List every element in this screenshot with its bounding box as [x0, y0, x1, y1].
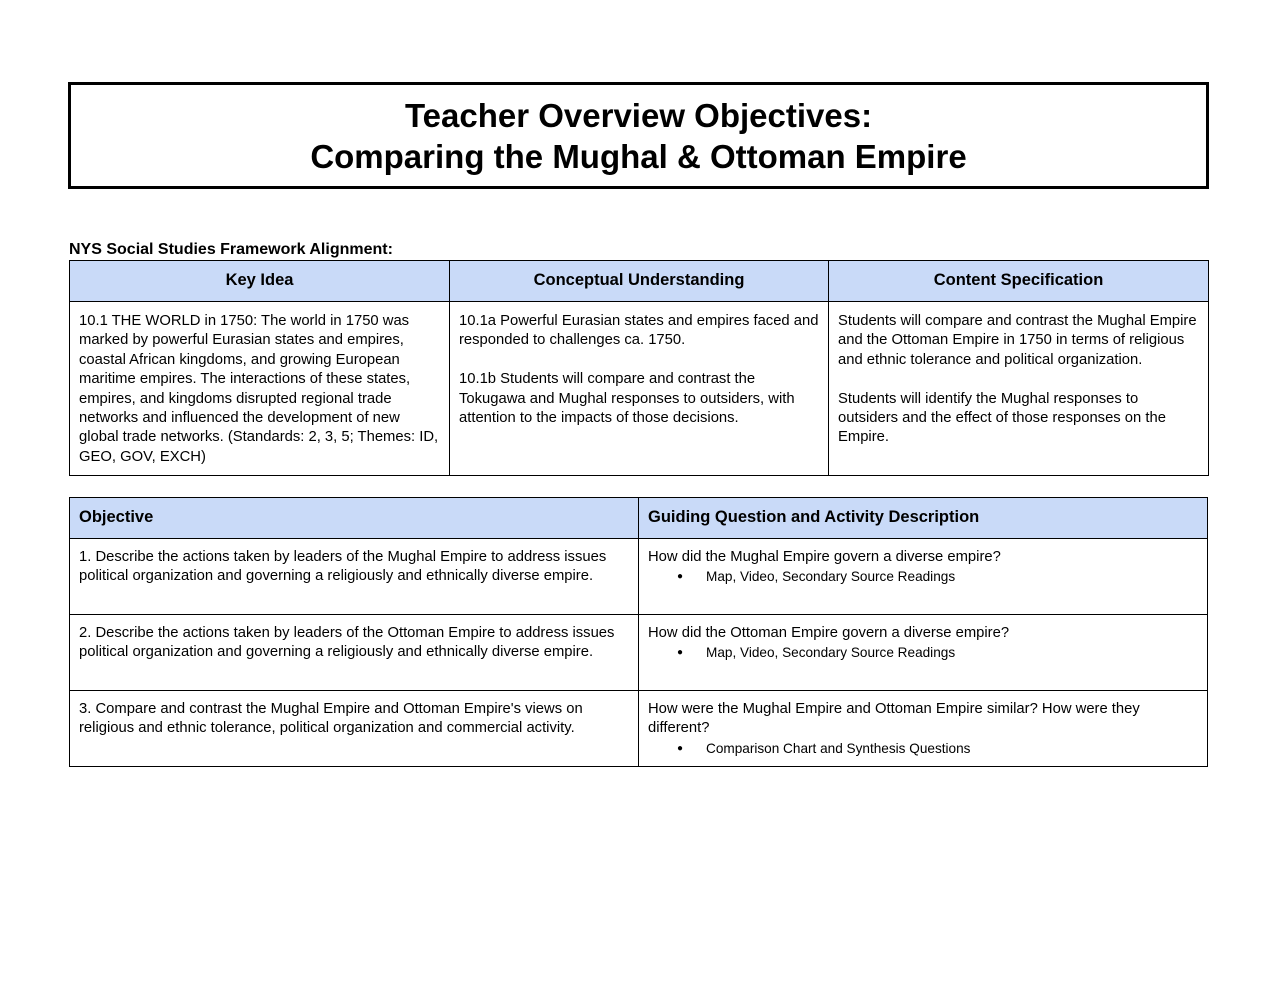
guiding-question-cell	[639, 539, 1208, 615]
framework-header-row	[70, 261, 1209, 302]
objective-cell	[70, 615, 639, 691]
title-line-1: Teacher Overview Objectives:	[404, 96, 873, 134]
key-idea-cell	[70, 302, 450, 476]
guiding-question-cell	[639, 615, 1208, 691]
conceptual-understanding-header: Conceptual Understanding	[450, 261, 829, 302]
objective-text: 2. Describe the actions taken by leaders of the Ottoman Empire to address issues political organization and governing a religiously and ethnically diverse empire.	[79, 625, 615, 661]
conceptual-understanding-text-1: 10.1a Powerful Eurasian states and empires faced and responded to challenges ca. 1750.	[459, 313, 819, 349]
conceptual-understanding-cell	[450, 302, 829, 476]
activity-list	[648, 739, 1198, 758]
guiding-question-cell	[639, 691, 1208, 767]
list-item: ● Map, Video, Secondary Source Readings	[706, 643, 1198, 662]
objective-text: 1. Describe the actions taken by leaders of the Mughal Empire to address issues political organization and governing a religiously and ethnically diverse empire.	[79, 549, 607, 585]
objective-text: 3. Compare and contrast the Mughal Empire and Ottoman Empire's views on religious and ethnic tolerance, political organization and commercial activity.	[79, 701, 583, 737]
guiding-question-header: Guiding Question and Activity Description	[639, 498, 1208, 539]
title-line-2: Comparing the Mughal & Ottoman Empire	[310, 137, 967, 175]
content-specification-header: Content Specification	[829, 261, 1209, 302]
table-row	[70, 539, 1208, 615]
framework-content-row	[70, 302, 1209, 476]
objectives-table	[69, 497, 1208, 767]
activity-list	[648, 567, 1198, 586]
objective-cell	[70, 691, 639, 767]
conceptual-understanding-text-2: 10.1b Students will compare and contrast the Tokugawa and Mughal responses to outsiders, with attention to the impacts of those decisions.	[459, 371, 795, 427]
guiding-question-text: How were the Mughal Empire and Ottoman Empire similar? How were they different?	[648, 701, 1140, 737]
objective-header: Objective	[70, 498, 639, 539]
content-specification-text-1: Students will compare and contrast the Mughal Empire and the Ottoman Empire in 1750 in terms of religious and ethnic tolerance and political organization.	[838, 313, 1197, 368]
framework-heading: NYS Social Studies Framework Alignment:	[69, 241, 393, 258]
table-row	[70, 615, 1208, 691]
list-item: ● Comparison Chart and Synthesis Questions	[706, 739, 1198, 758]
key-idea-text: 10.1 THE WORLD in 1750: The world in 1750 was marked by powerful Eurasian states and empires, coastal African kingdoms, and growing European maritime empires. The interactions of these states, empires, and kingdoms disrupted regional trade networks and influenced the development of new global trade networks. (Standards: 2, 3, 5; Themes: ID, GEO, GOV, EXCH)	[79, 313, 439, 465]
key-idea-header: Key Idea	[70, 261, 450, 302]
table-row	[70, 691, 1208, 767]
activity-list	[648, 643, 1198, 662]
objective-cell	[70, 539, 639, 615]
objectives-header-row	[70, 498, 1208, 539]
guiding-question-text: How did the Ottoman Empire govern a diverse empire?	[648, 625, 1010, 641]
title-box	[68, 82, 1209, 189]
guiding-question-text: How did the Mughal Empire govern a diverse empire?	[648, 549, 1001, 565]
content-specification-cell	[829, 302, 1209, 476]
framework-alignment-table	[69, 260, 1209, 476]
list-item: ● Map, Video, Secondary Source Readings	[706, 567, 1198, 586]
content-specification-text-2: Students will identify the Mughal responses to outsiders and the effect of those responses on the Empire.	[838, 390, 1166, 446]
